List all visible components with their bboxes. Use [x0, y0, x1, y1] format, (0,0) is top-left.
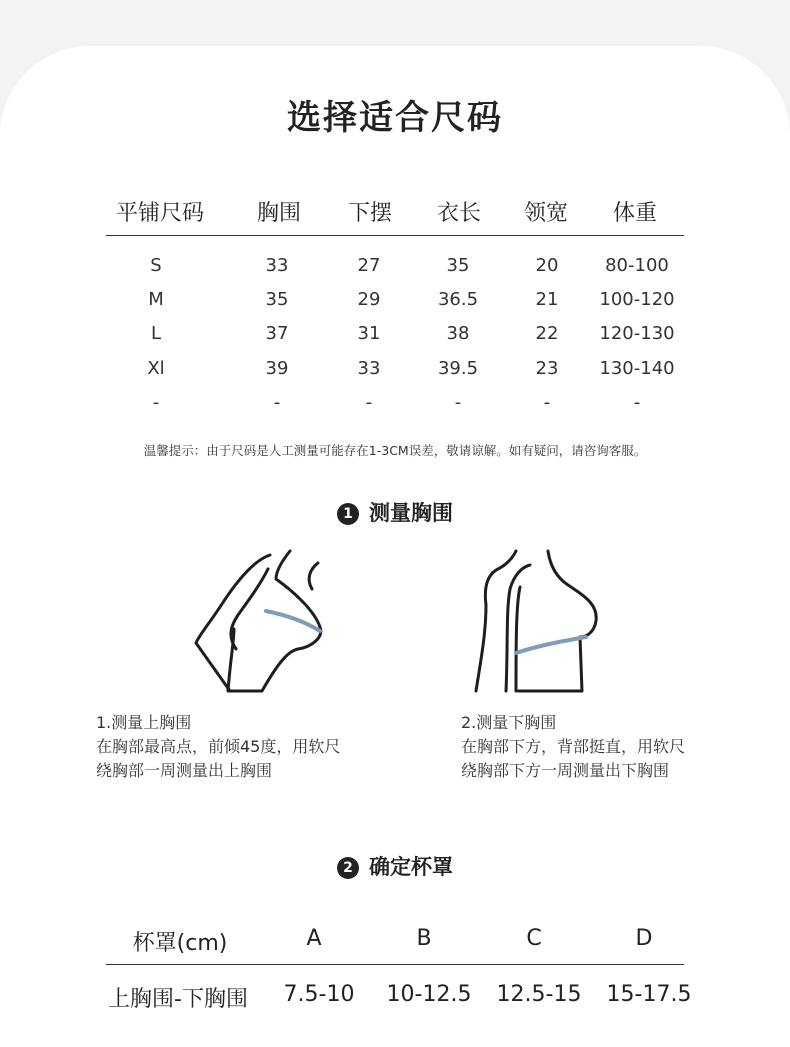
size-table-divider	[106, 235, 684, 236]
table-cell: -	[543, 392, 551, 413]
caption-line: 在胸部最高点，前倾45度，用软尺	[96, 737, 341, 756]
table-cell: 33	[357, 358, 381, 379]
caption-line: 绕胸部一周测量出上胸围	[96, 761, 273, 780]
table-cell: 22	[535, 323, 559, 344]
table-cell: 15-17.5	[606, 982, 692, 1007]
measurement-notice: 温馨提示：由于尺码是人工测量可能存在1-3CM误差，敬请谅解。如有疑问，请咨询客服。	[143, 443, 647, 458]
caption-line: 在胸部下方，背部挺直，用软尺	[461, 737, 686, 756]
under-bust-illustration	[470, 545, 620, 695]
cup-table-header: D	[635, 926, 653, 951]
caption-line: 绕胸部下方一周测量出下胸围	[461, 761, 670, 780]
table-cell: -	[454, 392, 462, 413]
table-cell: 37	[265, 323, 289, 344]
under-bust-caption	[461, 711, 685, 783]
upper-bust-caption	[96, 711, 340, 783]
cup-table-divider	[106, 964, 684, 965]
step-number-badge: 2	[337, 857, 359, 879]
table-cell: 36.5	[437, 289, 479, 310]
caption-heading: 1.测量上胸围	[96, 713, 192, 732]
table-cell: 38	[446, 323, 470, 344]
table-cell: 7.5-10	[283, 982, 355, 1007]
table-cell: 80-100	[605, 255, 669, 276]
size-table-header: 领宽	[523, 201, 568, 226]
cup-table-header: B	[416, 926, 432, 951]
table-cell: 100-120	[599, 289, 675, 310]
caption-heading: 2.测量下胸围	[461, 713, 557, 732]
upper-bust-illustration	[190, 545, 340, 695]
table-cell: 上胸围-下胸围	[108, 987, 248, 1012]
table-cell: 130-140	[599, 358, 675, 379]
table-cell: 35	[265, 289, 289, 310]
table-cell: 20	[535, 255, 559, 276]
table-cell: S	[150, 255, 162, 276]
table-cell: 33	[265, 255, 289, 276]
step-number-badge: 1	[337, 503, 359, 525]
tape-measure	[516, 637, 586, 653]
chest-outline	[518, 551, 596, 691]
back-outline	[309, 563, 318, 589]
section-heading-cup-size	[0, 851, 790, 881]
back-outline	[476, 551, 516, 691]
cup-table-header: C	[526, 926, 542, 951]
page-title: 选择适合尺码	[287, 98, 503, 138]
table-cell: 10-12.5	[386, 982, 472, 1007]
body-outline	[228, 551, 321, 691]
cup-table-header: A	[306, 926, 322, 951]
section-heading-measure-bust	[0, 497, 790, 527]
table-cell: -	[273, 392, 281, 413]
table-cell: 29	[357, 289, 381, 310]
table-cell: 31	[357, 323, 381, 344]
table-cell: Xl	[147, 358, 165, 379]
table-cell: L	[150, 323, 162, 344]
size-table-header: 体重	[612, 201, 657, 226]
table-cell: 21	[535, 289, 559, 310]
arm-inner	[231, 569, 268, 649]
table-cell: -	[365, 392, 373, 413]
table-cell: -	[633, 392, 641, 413]
table-cell: 12.5-15	[496, 982, 582, 1007]
size-table-header: 衣长	[436, 201, 481, 226]
arm-inner	[516, 587, 520, 691]
table-cell: M	[148, 289, 164, 310]
table-cell: 23	[535, 358, 559, 379]
table-cell: 39.5	[437, 358, 479, 379]
table-cell: 27	[357, 255, 381, 276]
size-table-header: 下摆	[347, 201, 392, 226]
section-title: 确定杯罩	[369, 855, 453, 879]
size-table-header: 平铺尺码	[115, 201, 204, 226]
table-cell: 35	[446, 255, 470, 276]
table-cell: 120-130	[599, 323, 675, 344]
cup-table-header: 杯罩(cm)	[132, 931, 228, 956]
size-table-header: 胸围	[256, 201, 301, 226]
section-title: 测量胸围	[369, 501, 453, 525]
table-cell: -	[152, 392, 160, 413]
table-cell: 39	[265, 358, 289, 379]
